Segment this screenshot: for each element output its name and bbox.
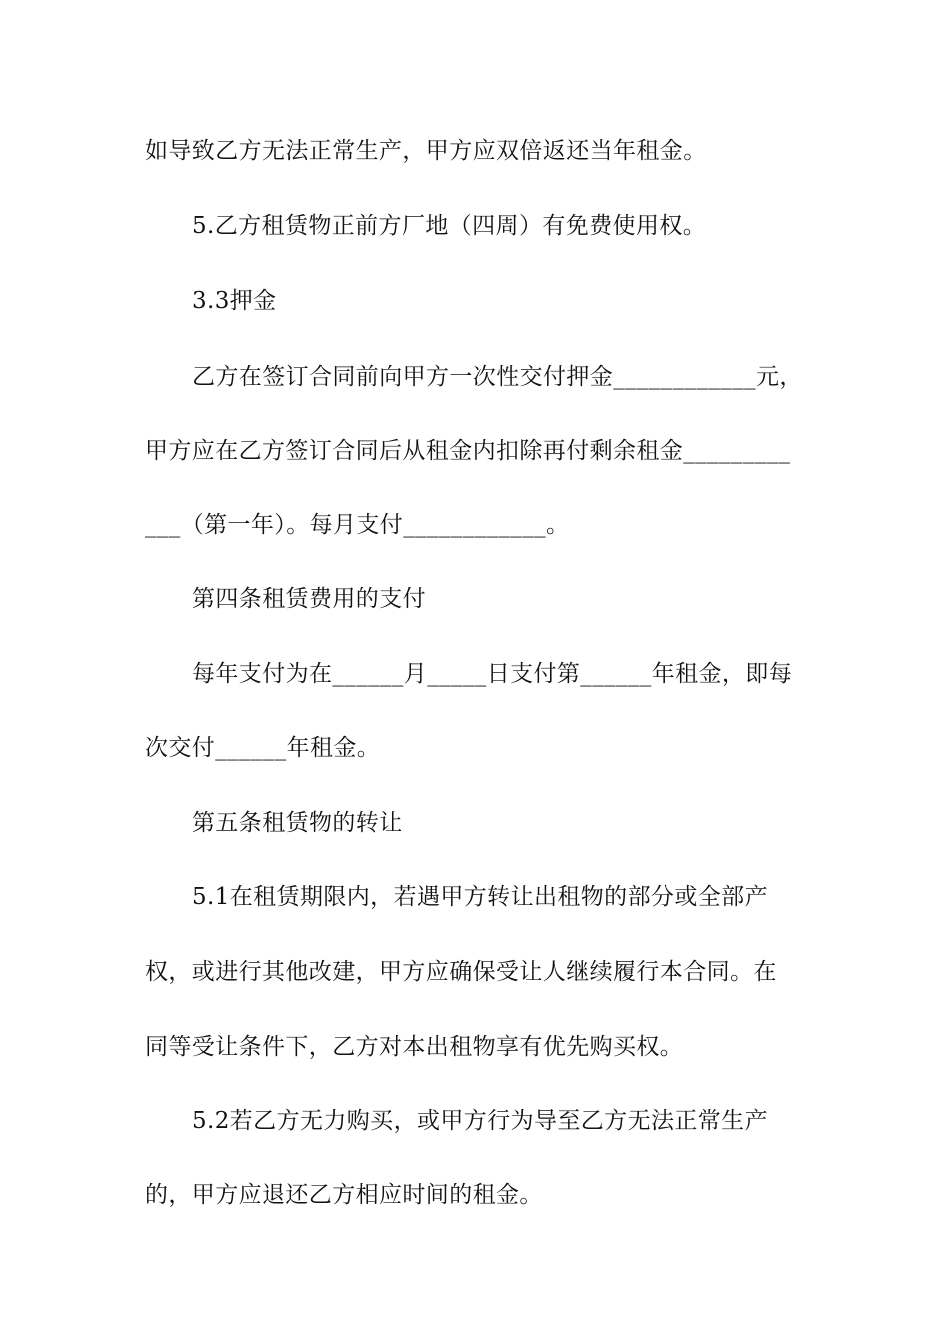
text-line: 每年支付为在______月_____日支付第______年租金，即每 xyxy=(192,661,793,687)
text-line: 乙方在签订合同前向甲方一次性交付押金____________元， xyxy=(192,364,803,390)
article-heading: 第四条租赁费用的支付 xyxy=(192,586,426,612)
text-line: 的，甲方应退还乙方相应时间的租金。 xyxy=(145,1182,543,1208)
text-line: 权，或进行其他改建，甲方应确保受让人继续履行本合同。在 xyxy=(145,959,777,985)
text-line: 5.2若乙方无力购买，或甲方行为导至乙方无法正常生产 xyxy=(192,1108,768,1134)
text-line: 同等受让条件下，乙方对本出租物享有优先购买权。 xyxy=(145,1034,684,1060)
text-line: 5.乙方租赁物正前方厂地（四周）有免费使用权。 xyxy=(192,213,707,239)
text-line: 甲方应在乙方签订合同后从租金内扣除再付剩余租金_________ xyxy=(145,438,791,464)
text-line: 5.1在租赁期限内，若遇甲方转让出租物的部分或全部产 xyxy=(192,884,768,910)
article-heading: 第五条租赁物的转让 xyxy=(192,810,403,836)
text-line: 如导致乙方无法正常生产，甲方应双倍返还当年租金。 xyxy=(145,138,707,164)
section-heading: 3.3押金 xyxy=(192,288,277,314)
text-line: 次交付______年租金。 xyxy=(145,735,381,761)
text-line: ___（第一年）。每月支付____________。 xyxy=(145,512,570,538)
